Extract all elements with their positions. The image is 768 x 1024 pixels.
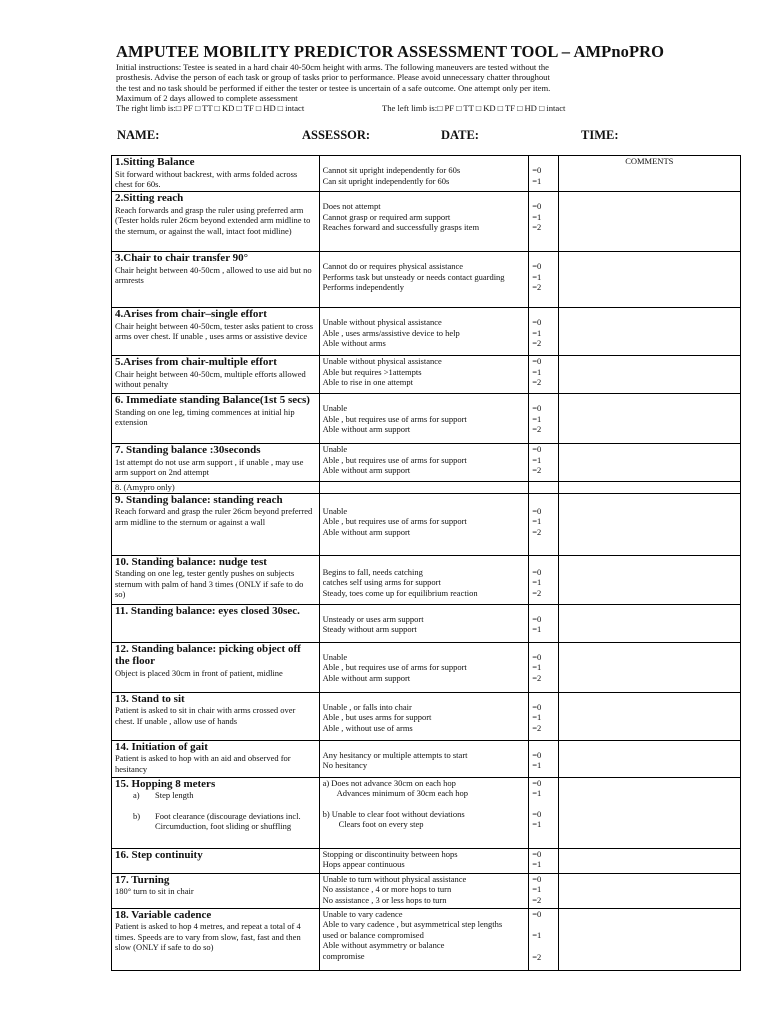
item-title: 13. Stand to sit bbox=[115, 692, 185, 705]
score[interactable]: =1 bbox=[532, 454, 542, 465]
option: Any hesitancy or multiple attempts to start bbox=[322, 749, 468, 760]
option: Able without arm support bbox=[322, 424, 411, 435]
score[interactable]: =1 bbox=[532, 211, 542, 222]
comments-cell[interactable] bbox=[558, 777, 740, 848]
option: Able to vary cadence , but asymmetrical step lengths used or balance compromised bbox=[322, 919, 503, 940]
comments-cell[interactable] bbox=[558, 444, 740, 482]
table-row bbox=[112, 777, 741, 848]
item-desc: Patient is asked to sit in chair with arms crossed over chest. If unable , allow use of hands bbox=[115, 705, 296, 726]
option: Able , but requires use of arms for support bbox=[322, 662, 467, 673]
comments-cell[interactable] bbox=[558, 394, 740, 444]
score[interactable]: =0 bbox=[532, 356, 542, 366]
table-row bbox=[112, 482, 741, 494]
score[interactable]: =2 bbox=[532, 894, 542, 905]
option: Able without asymmetry or balance compromise bbox=[322, 940, 445, 961]
item-desc: Object is placed 30cm in front of patient, midline bbox=[115, 667, 283, 678]
table-row bbox=[112, 394, 741, 444]
comments-cell[interactable] bbox=[558, 252, 740, 308]
comments-cell[interactable] bbox=[558, 873, 740, 908]
table-row bbox=[112, 555, 741, 604]
score[interactable]: =2 bbox=[532, 587, 542, 598]
item-desc: Chair height between 40-50cm, multiple efforts allowed without penalty bbox=[115, 368, 306, 390]
comments-cell[interactable] bbox=[558, 848, 740, 873]
score[interactable]: =1 bbox=[532, 760, 542, 771]
item-desc: 180° turn to sit in chair bbox=[115, 886, 194, 897]
option: Begins to fall, needs catching bbox=[322, 566, 423, 577]
score[interactable]: =1 bbox=[532, 577, 542, 588]
page-title: AMPUTEE MOBILITY PREDICTOR ASSESSMENT TOOL – AMPnoPRO bbox=[116, 42, 665, 61]
score[interactable]: =1 bbox=[532, 884, 542, 895]
score[interactable]: =1 bbox=[532, 366, 542, 377]
option: Advances minimum of 30cm each hop bbox=[336, 788, 469, 799]
score[interactable]: =2 bbox=[532, 424, 542, 435]
table-row bbox=[112, 192, 741, 252]
score[interactable]: =0 bbox=[532, 613, 542, 624]
score[interactable]: =1 bbox=[532, 327, 542, 338]
score[interactable]: =1 bbox=[532, 413, 542, 424]
table-row bbox=[112, 908, 741, 970]
item-desc: Standing on one leg, timing commences at initial hip extension bbox=[115, 406, 295, 428]
comments-cell[interactable] bbox=[558, 308, 740, 356]
table-row bbox=[112, 873, 741, 908]
instruction-line: prosthesis. Advise the person of each task or group of tasks prior to performance. Please avoid unnecessary chatter throughout bbox=[116, 72, 550, 83]
assessor-label: ASSESSOR: bbox=[302, 128, 371, 142]
score[interactable]: =1 bbox=[532, 859, 542, 870]
option: Steady without arm support bbox=[322, 624, 417, 635]
score[interactable]: =0 bbox=[532, 749, 542, 760]
score[interactable]: =1 bbox=[532, 819, 542, 830]
option: No assistance , 4 or more hops to turn bbox=[322, 884, 452, 895]
comments-cell[interactable] bbox=[558, 908, 740, 970]
option: Able , but requires use of arms for support bbox=[322, 454, 467, 465]
right-limb-checkboxes[interactable]: The right limb is:□ PF □ TT □ KD □ TF □ HD □ intact bbox=[116, 103, 305, 114]
item-title: 3.Chair to chair transfer 90° bbox=[115, 252, 249, 264]
option: Hops appear continuous bbox=[322, 859, 405, 870]
comments-cell[interactable] bbox=[558, 493, 740, 555]
option: a) Does not advance 30cm on each hop bbox=[322, 777, 456, 788]
item-desc: Patient is asked to hop 4 metres, and repeat a total of 4 times. Speeds are to vary from slow, fast, fast and then slow (ONLY if safe to do so) bbox=[115, 921, 301, 953]
score[interactable]: =0 bbox=[532, 777, 542, 788]
table-row bbox=[112, 848, 741, 873]
score[interactable]: =0 bbox=[532, 165, 542, 175]
comments-cell[interactable] bbox=[558, 740, 740, 777]
score[interactable]: =1 bbox=[532, 516, 542, 527]
comments-cell[interactable] bbox=[558, 692, 740, 740]
score[interactable]: =0 bbox=[532, 444, 542, 454]
score[interactable]: =2 bbox=[532, 377, 542, 388]
item-title: 12. Standing balance: picking object off the floor bbox=[115, 642, 301, 668]
option: Able , but requires use of arms for support bbox=[322, 413, 467, 424]
option: b) Unable to clear foot without deviations bbox=[322, 808, 465, 819]
item-desc: Chair height between 40-50cm, tester asks patient to cross arms over chest. If unable , uses arms or assistive device bbox=[115, 320, 314, 342]
item-title: 16. Step continuity bbox=[115, 848, 203, 861]
option: Cannot grasp or required arm support bbox=[322, 211, 451, 222]
option: Unable without physical assistance bbox=[322, 356, 442, 366]
option: Able without arm support bbox=[322, 465, 411, 476]
table-row bbox=[112, 308, 741, 356]
score[interactable]: =2 bbox=[532, 526, 542, 537]
table-row bbox=[112, 642, 741, 692]
option: Does not attempt bbox=[322, 201, 381, 211]
score[interactable]: =0 bbox=[532, 505, 542, 516]
score[interactable]: =1 bbox=[532, 662, 542, 673]
option: Steady, toes come up for equilibrium reaction bbox=[322, 587, 478, 598]
item-title: 10. Standing balance: nudge test bbox=[115, 555, 267, 568]
item-title: 6. Immediate standing Balance(1st 5 secs) bbox=[115, 394, 310, 406]
option: Able but requires >1attempts bbox=[322, 366, 422, 377]
item-desc: Patient is asked to hop with an aid and observed for hesitancy bbox=[115, 753, 291, 774]
table-row bbox=[112, 356, 741, 394]
time-label: TIME: bbox=[581, 128, 619, 142]
option: Able without arms bbox=[322, 338, 386, 349]
score[interactable]: =0 bbox=[532, 317, 542, 327]
sub-item-b: b) Foot clearance (discourage deviations incl. Circumduction, foot sliding or shuffling bbox=[133, 810, 301, 832]
option: Performs independently bbox=[322, 282, 405, 293]
option: Able without arm support bbox=[322, 526, 411, 537]
option: Performs task but unsteady or needs contact guarding bbox=[322, 271, 505, 282]
option: No assistance , 3 or less hops to turn bbox=[322, 894, 447, 905]
score[interactable]: =0 bbox=[532, 201, 542, 211]
option: Unable to turn without physical assistance bbox=[322, 873, 467, 884]
option: Can sit upright independently for 60s bbox=[322, 175, 450, 186]
item-desc: Reach forward and grasp the ruler 26cm beyond preferred arm midline to the sternum or against a wall bbox=[115, 506, 313, 527]
assessment-table bbox=[111, 155, 741, 971]
item-desc: Sit forward without backrest, with arms folded across chest for 60s. bbox=[115, 168, 298, 190]
option: Cannot do or requires physical assistance bbox=[322, 261, 464, 271]
score[interactable]: =0 bbox=[532, 808, 542, 819]
item-desc: 1st attempt do not use arm support , if unable , may use arm support on 2nd attempt bbox=[115, 456, 304, 478]
score[interactable]: =2 bbox=[532, 338, 542, 349]
comments-cell[interactable] bbox=[558, 482, 740, 494]
score[interactable]: =0 bbox=[532, 403, 542, 413]
date-label: DATE: bbox=[441, 128, 479, 142]
option: Able without arm support bbox=[322, 672, 411, 683]
option: Unable , or falls into chair bbox=[322, 701, 412, 712]
score[interactable]: =0 bbox=[532, 873, 542, 884]
comments-cell[interactable] bbox=[558, 356, 740, 394]
item-title: 7. Standing balance :30seconds bbox=[115, 444, 261, 456]
score[interactable]: =2 bbox=[532, 672, 542, 683]
table-row bbox=[112, 493, 741, 555]
option: catches self using arms for support bbox=[322, 577, 441, 588]
comments-header: COMMENTS bbox=[625, 156, 674, 166]
score[interactable]: =0 bbox=[532, 651, 542, 662]
limb-status bbox=[116, 103, 656, 114]
score[interactable]: =2 bbox=[532, 465, 542, 476]
item-title: 1.Sitting Balance bbox=[115, 156, 195, 168]
option: Able , uses arms/assistive device to help bbox=[322, 327, 460, 338]
item-title: 11. Standing balance: eyes closed 30sec. bbox=[115, 604, 300, 617]
table-row bbox=[112, 444, 741, 482]
item-desc: Standing on one leg, tester gently pushes on subjects sternum with palm of hand 3 times (ONLY if safe to do so) bbox=[115, 568, 304, 600]
score[interactable]: =1 bbox=[532, 271, 542, 282]
score[interactable]: =1 bbox=[532, 712, 542, 723]
option: Unable bbox=[322, 651, 348, 662]
option: Unable bbox=[322, 505, 348, 516]
instruction-line: Maximum of 2 days allowed to complete assessment bbox=[116, 92, 298, 103]
option: Cannot sit upright independently for 60s bbox=[322, 165, 461, 175]
score[interactable]: =2 bbox=[532, 951, 542, 962]
score[interactable]: =1 bbox=[532, 930, 542, 941]
item-title: 4.Arises from chair–single effort bbox=[115, 308, 267, 320]
score[interactable]: =2 bbox=[532, 222, 542, 233]
option: Unable bbox=[322, 444, 348, 454]
comments-cell[interactable] bbox=[558, 555, 740, 604]
item-title: 15. Hopping 8 meters bbox=[115, 777, 216, 790]
score[interactable]: =1 bbox=[532, 788, 542, 799]
option: Clears foot on every step bbox=[338, 819, 424, 830]
left-limb-checkboxes[interactable]: The left limb is:□ PF □ TT □ KD □ TF □ HD □ intact bbox=[382, 103, 566, 114]
comments-cell[interactable] bbox=[558, 604, 740, 642]
score[interactable]: =2 bbox=[532, 282, 542, 293]
table-row bbox=[112, 740, 741, 777]
score[interactable]: =0 bbox=[532, 908, 542, 919]
score[interactable]: =1 bbox=[532, 624, 542, 635]
item-title: 9. Standing balance: standing reach bbox=[115, 493, 283, 506]
table-row bbox=[112, 604, 741, 642]
option: Unable without physical assistance bbox=[322, 317, 442, 327]
comments-cell[interactable] bbox=[558, 192, 740, 252]
item-title: 14. Initiation of gait bbox=[115, 740, 208, 753]
option: Unable bbox=[322, 403, 348, 413]
option: Stopping or discontinuity between hops bbox=[322, 848, 458, 859]
table-row bbox=[112, 692, 741, 740]
item-title: 8. (Amypro only) bbox=[115, 482, 175, 492]
option: No hesitancy bbox=[322, 760, 368, 771]
score[interactable]: =1 bbox=[532, 175, 542, 186]
item-desc: Reach forwards and grasp the ruler using preferred arm (Tester holds ruler 26cm beyond extended arm midline to the sternum, or against the wall, intact foot midline) bbox=[115, 204, 311, 236]
option: Unsteady or uses arm support bbox=[322, 613, 424, 624]
instructions bbox=[116, 62, 656, 114]
score[interactable]: =0 bbox=[532, 261, 542, 271]
option: Able , but uses arms for support bbox=[322, 712, 432, 723]
item-title: 2.Sitting reach bbox=[115, 192, 184, 204]
sub-item-a: a) Step length bbox=[133, 790, 194, 801]
option: Able to rise in one attempt bbox=[322, 377, 413, 388]
option: Reaches forward and successfully grasps item bbox=[322, 222, 480, 233]
table-row bbox=[112, 252, 741, 308]
score[interactable]: =2 bbox=[532, 722, 542, 733]
comments-cell[interactable] bbox=[558, 642, 740, 692]
item-title: 5.Arises from chair-multiple effort bbox=[115, 356, 277, 368]
option: Able , but requires use of arms for support bbox=[322, 516, 467, 527]
name-label: NAME: bbox=[117, 128, 160, 142]
instruction-line: Initial instructions: Testee is seated in a hard chair 40-50cm height with arms. The following maneuvers are tested without the bbox=[116, 62, 549, 72]
score[interactable]: =0 bbox=[532, 566, 542, 577]
table-row bbox=[112, 156, 741, 192]
item-title: 17. Turning bbox=[115, 873, 170, 886]
score[interactable]: =0 bbox=[532, 848, 542, 859]
option: Unable to vary cadence bbox=[322, 908, 403, 919]
item-desc: Chair height between 40-50cm , allowed to use aid but no armrests bbox=[115, 264, 312, 286]
score[interactable]: =0 bbox=[532, 701, 542, 712]
option: Able , without use of arms bbox=[322, 722, 413, 733]
instruction-line: the test and no task should be performed if either the tester or testee is uncertain of a safe outcome. One attempt only per item. bbox=[116, 82, 551, 93]
item-title: 18. Variable cadence bbox=[115, 908, 212, 921]
